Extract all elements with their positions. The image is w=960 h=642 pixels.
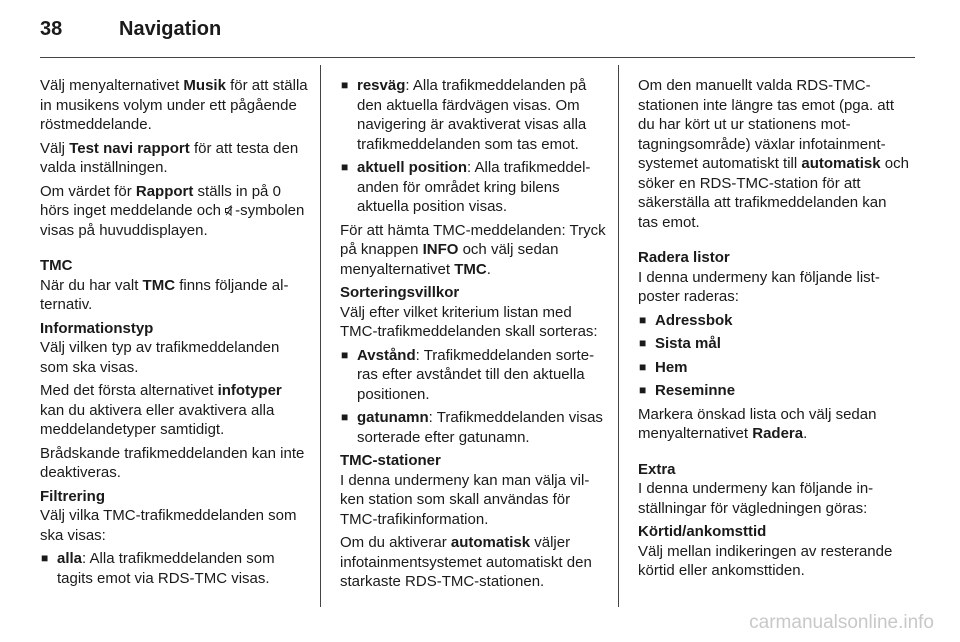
list-item-avstand: ■ Avstånd: Trafikmeddelanden sorteras efter avståndet till den aktuella positionen. <box>341 346 595 403</box>
heading-tmc-stationer: TMC-stationer <box>340 452 441 469</box>
list-item-hem: ■ Hem <box>639 358 688 376</box>
list-item-sista-mal: ■ Sista mål <box>639 335 721 352</box>
list-item-alla: ■ alla: Alla trafikmeddelanden som tagits emot via RDS-TMC visas. <box>41 550 275 587</box>
bullet-icon: ■ <box>41 551 49 565</box>
heading-tmc: TMC <box>40 257 73 274</box>
paragraph-kortid: Välj mellan indikeringen av resterande körtid eller ankomsttiden. <box>638 542 893 579</box>
paragraph-tmc: När du har valt TMC finns följande alternativ. <box>40 276 289 313</box>
paragraph-infotyp-1: Välj vilken typ av trafikmeddelanden som ska visas. <box>40 339 280 376</box>
column-1 <box>40 76 308 592</box>
heading-sorteringsvillkor: Sorteringsvillkor <box>340 284 460 301</box>
column-3 <box>638 76 910 585</box>
paragraph-stationer-2: Om du aktiverar automatisk väljer infotainmentsystemet automatiskt den starkaste RDS-TMC-stationen. <box>340 534 592 590</box>
page-title: Navigation <box>119 18 222 40</box>
paragraph-extra: I denna undermeny kan följande inställningar för vägledningen göras: <box>638 480 874 517</box>
paragraph-markera: Markera önskad lista och välj sedan menyalternativet Radera. <box>638 405 877 442</box>
list-item-adressbok: ■ Adressbok <box>639 311 733 329</box>
heading-extra: Extra <box>638 460 676 478</box>
paragraph-rapport: Om värdet för Rapport ställs in på 0 hörs inget meddelande och -symbolen visas på huvuddisplayen. <box>40 182 305 239</box>
paragraph-filtrering: Välj vilka TMC-trafikmeddelanden som ska visas: <box>40 507 297 544</box>
paragraph-stationer-1: I denna undermeny kan man välja vilken station som skall användas för TMC-trafikinformation. <box>340 471 590 528</box>
list-item-aktuell-position: ■ aktuell position: Alla trafikmeddelanden för området kring bilens aktuella position visas. <box>341 159 591 215</box>
header-rule <box>40 57 915 58</box>
bullet-icon: ■ <box>639 359 647 374</box>
bullet-icon: ■ <box>341 160 349 174</box>
paragraph-musik: Välj menyalternativet Musik för att ställa in musikens volym under ett pågående röstmeddelande. <box>40 77 308 133</box>
paragraph-radera: I denna undermeny kan följande listposter raderas: <box>638 268 880 305</box>
heading-informationstyp: Informationstyp <box>40 319 154 337</box>
page-number: 38 <box>40 18 63 40</box>
paragraph-manuell: Om den manuellt valda RDS-TMC-stationen inte längre tas emot (pga. att du har kört ut ur stationens mottagningsområde) växlar infotainmentsystemet automatiskt till automatisk och söker en RDS-TMC-station för att säkerställa att trafikmeddelanden kan tas emot. <box>638 77 909 231</box>
column-2 <box>340 76 608 596</box>
heading-radera-listor: Radera listor <box>638 249 730 266</box>
paragraph-infotyp-2: Med det första alternativet infotyper kan du aktivera eller avaktivera alla meddelandetyper samtidigt. <box>40 382 282 438</box>
bullet-icon: ■ <box>639 383 647 397</box>
bullet-icon: ■ <box>639 312 647 327</box>
list-item-resvag: ■ resväg: Alla trafikmeddelanden på den aktuella färdvägen visas. Om navigering är avaktiverat visas alla trafikmeddelanden som tas emot. <box>341 77 587 153</box>
paragraph-test-rapport: Välj Test navi rapport för att testa den valda inställningen. <box>40 139 299 176</box>
bullet-icon: ■ <box>341 347 349 362</box>
paragraph-sort: Välj efter vilket kriterium listan med TMC-trafikmeddelanden skall sorteras: <box>340 303 598 340</box>
watermark: carmanualsonline.info <box>749 612 934 633</box>
list-item-gatunamn: ■ gatunamn: Trafikmeddelanden visas sorterade efter gatunamn. <box>341 409 603 446</box>
list-item-reseminne: ■ Reseminne <box>639 382 736 399</box>
column-divider-2 <box>618 65 619 607</box>
paragraph-hamta: För att hämta TMC-meddelanden: Tryck på knappen INFO och välj sedan menyalternativet TMC. <box>340 221 606 278</box>
speaker-muted-icon <box>225 205 235 216</box>
bullet-icon: ■ <box>341 410 349 424</box>
heading-kortid: Körtid/ankomsttid <box>638 523 767 540</box>
bullet-icon: ■ <box>341 78 349 92</box>
heading-filtrering: Filtrering <box>40 487 106 505</box>
paragraph-infotyp-3: Brådskande trafikmeddelanden kan inte deaktiveras. <box>40 444 305 481</box>
column-divider-1 <box>320 65 321 607</box>
bullet-icon: ■ <box>639 336 647 350</box>
